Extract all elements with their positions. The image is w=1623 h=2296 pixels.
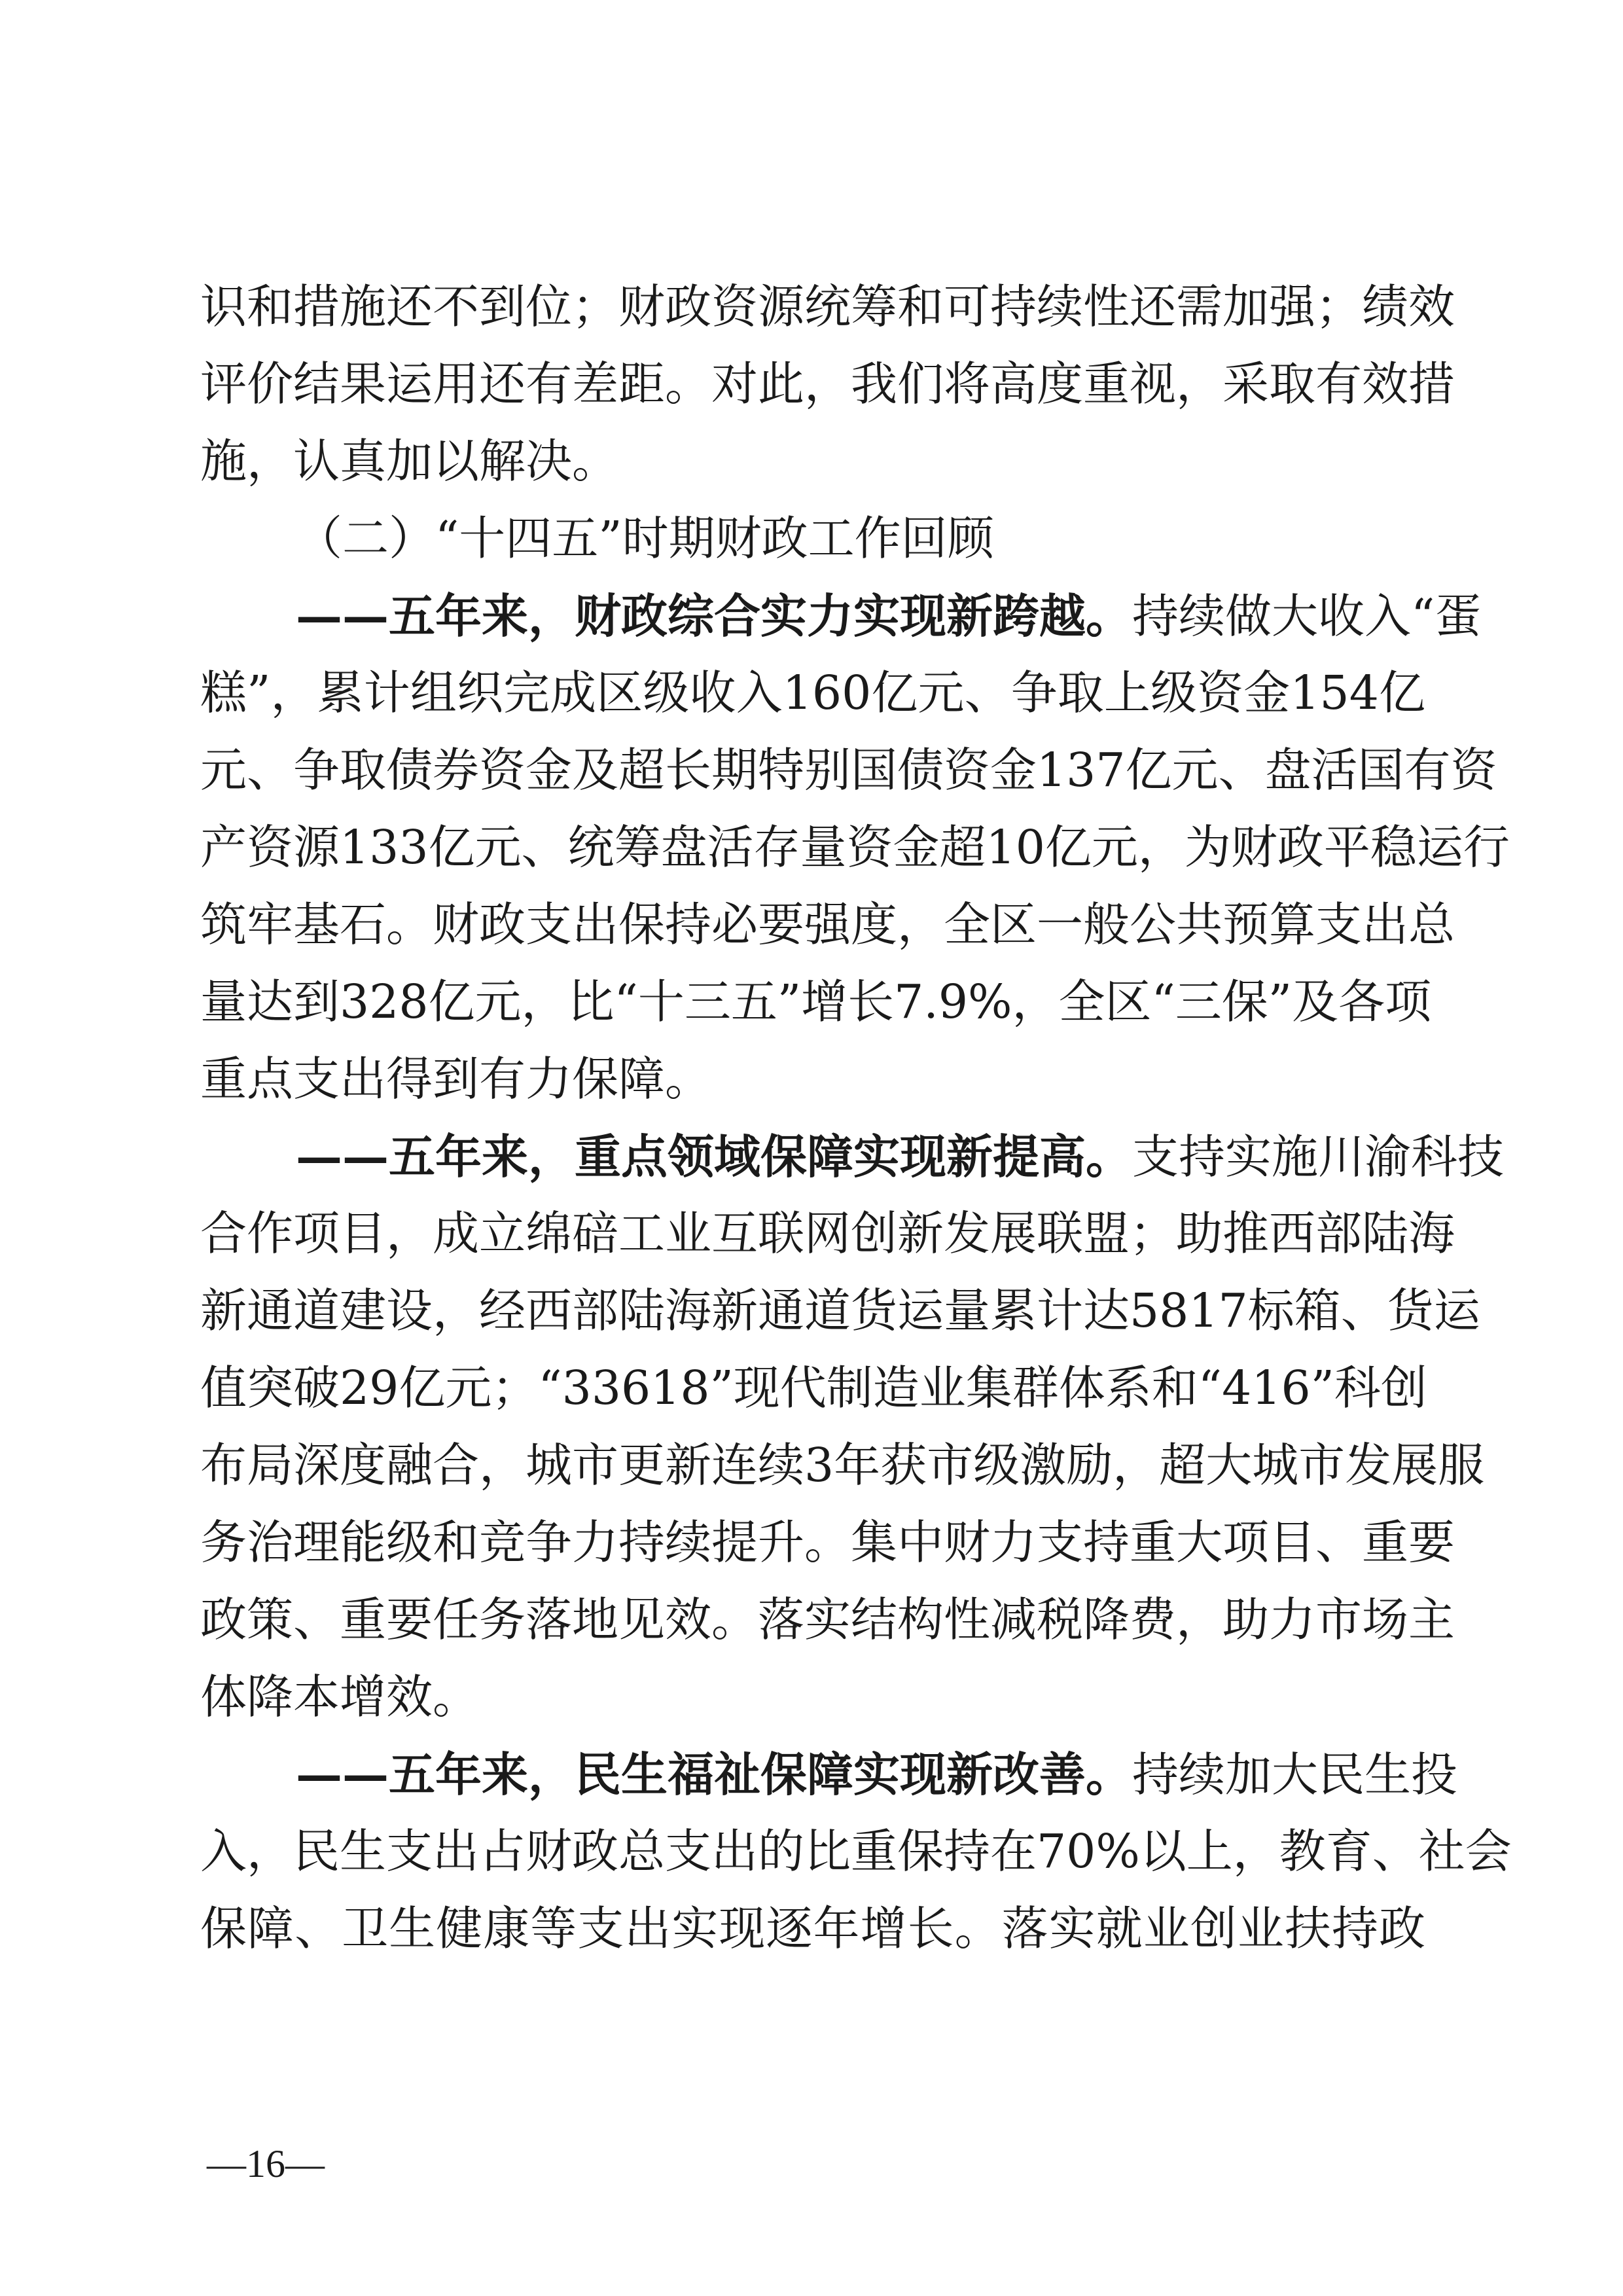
text-line: 政策、重要任务落地见效。落实结构性减税降费，助力市场主	[200, 1592, 1455, 1647]
paragraph-first-rest: 支持实施川渝科技	[1132, 1130, 1505, 1184]
text-line: 元、争取债券资金及超长期特别国债资金137亿元、盘活国有资	[200, 743, 1497, 797]
text-line: 保障、卫生健康等支出实现逐年增长。落实就业创业扶持政	[200, 1901, 1425, 1956]
text-line: 值突破29亿元；“33618”现代制造业集群体系和“416”科创	[200, 1361, 1427, 1415]
text-line: 识和措施还不到位；财政资源统筹和可持续性还需加强；绩效	[200, 279, 1455, 334]
text-line: 入，民生支出占财政总支出的比重保持在70%以上，教育、社会	[200, 1824, 1512, 1878]
text-line: 筑牢基石。财政支出保持必要强度，全区一般公共预算支出总	[200, 897, 1455, 952]
text-line: 体降本增效。	[200, 1670, 480, 1724]
paragraph-lead: ——五年来，财政综合实力实现新跨越。	[296, 588, 1133, 643]
text-line: 产资源133亿元、统筹盘活存量资金超10亿元，为财政平稳运行	[200, 820, 1510, 874]
text-line: 布局深度融合，城市更新连续3年获市级激励，超大城市发展服	[200, 1438, 1485, 1492]
paragraph-lead: ——五年来，重点领域保障实现新提高。	[296, 1129, 1133, 1184]
paragraph-first-line	[296, 580, 1482, 652]
section-heading: （二）“十四五”时期财政工作回顾	[296, 511, 994, 565]
text-line: 合作项目，成立绵碚工业互联网创新发展联盟；助推西部陆海	[200, 1206, 1455, 1261]
text-line: 务治理能级和竞争力持续提升。集中财力支持重大项目、重要	[200, 1515, 1455, 1570]
text-line: 施，认真加以解决。	[200, 434, 619, 488]
paragraph-lead: ——五年来，民生福祉保障实现新改善。	[296, 1747, 1133, 1802]
paragraph-first-rest: 持续做大收入“蛋	[1132, 589, 1482, 643]
paragraph-first-line	[296, 1121, 1505, 1193]
text-line: 评价结果运用还有差距。对此，我们将高度重视，采取有效措	[200, 357, 1455, 411]
paragraph-first-line	[296, 1738, 1458, 1810]
text-line: 量达到328亿元，比“十三五”增长7.9%，全区“三保”及各项	[200, 975, 1432, 1029]
text-line: 重点支出得到有力保障。	[200, 1052, 712, 1106]
text-line: 新通道建设，经西部陆海新通道货运量累计达5817标箱、货运	[200, 1283, 1480, 1338]
page-number: —16—	[207, 2142, 325, 2185]
paragraph-first-rest: 持续加大民生投	[1132, 1748, 1458, 1802]
text-line: 糕”，累计组织完成区级收入160亿元、争取上级资金154亿	[200, 666, 1425, 720]
